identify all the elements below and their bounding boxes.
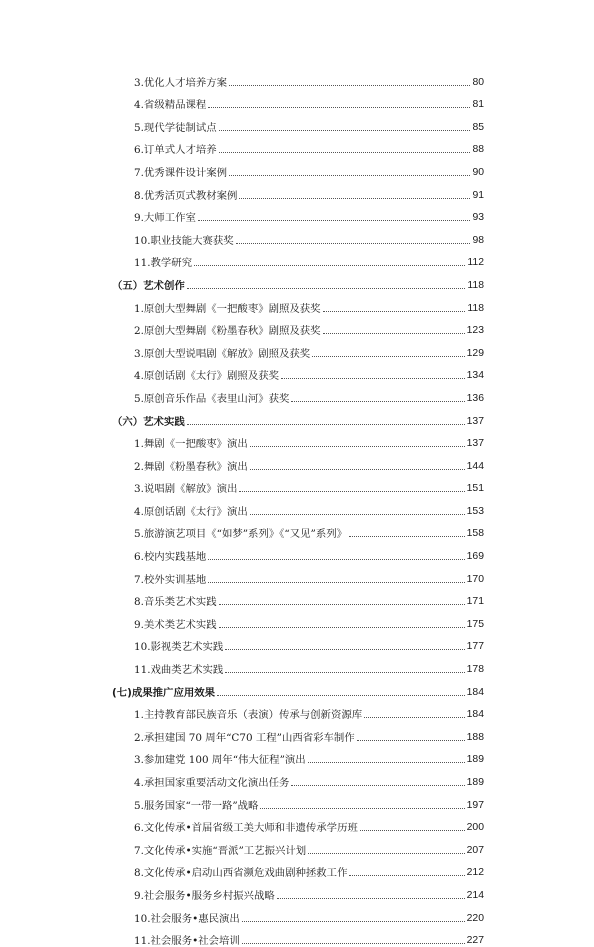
dot-leader — [239, 197, 470, 199]
toc-entry-title: 3.优化人才培养方案 — [134, 76, 228, 89]
toc-entry[interactable] — [112, 247, 484, 270]
toc-entry[interactable] — [112, 360, 484, 383]
toc-page-number: 153 — [466, 505, 484, 517]
toc-page-number: 175 — [466, 618, 484, 630]
dot-leader — [250, 445, 465, 447]
toc-entry[interactable] — [112, 586, 484, 609]
dot-leader — [242, 920, 465, 922]
toc-entry-title: 2.原创大型舞剧《粉墨春秋》剧照及获奖 — [134, 325, 321, 338]
dot-leader — [312, 355, 464, 357]
toc-entry[interactable] — [112, 766, 484, 789]
toc-entry-title: 5.现代学徒制试点 — [134, 121, 217, 134]
toc-entry-title: 8.文化传承•启动山西省濒危戏曲剧种拯救工作 — [134, 867, 348, 880]
dot-leader — [225, 671, 464, 673]
toc-entry-title: 5.原创音乐作品《表里山河》获奖 — [134, 392, 290, 405]
dot-leader — [225, 648, 464, 650]
dot-leader — [308, 852, 465, 854]
dot-leader — [217, 694, 465, 696]
toc-section-heading[interactable] — [112, 676, 484, 699]
toc-entry[interactable] — [112, 224, 484, 247]
toc-entry-title: 4.原创话剧《太行》演出 — [134, 505, 248, 518]
dot-leader — [198, 219, 471, 221]
toc-entry-title: 2.承担建国 70 周年“C70 工程”山西省彩车制作 — [134, 731, 355, 744]
dot-leader — [250, 468, 465, 470]
toc-entry-title: 9.大师工作室 — [134, 212, 196, 225]
toc-section-title: (七)成果推广应用效果 — [112, 686, 216, 699]
toc-page-number: 169 — [466, 551, 484, 563]
toc-entry[interactable] — [112, 563, 484, 586]
toc-page-number: 136 — [466, 392, 484, 404]
toc-page-number: 214 — [466, 889, 484, 901]
toc-entry-title: 4.省级精品课程 — [134, 99, 207, 112]
toc-entry[interactable] — [112, 902, 484, 925]
toc-page-number: 91 — [472, 189, 484, 201]
toc-entry[interactable] — [112, 721, 484, 744]
toc-entry[interactable] — [112, 653, 484, 676]
toc-entry-title: 8.优秀活页式教材案例 — [134, 189, 238, 202]
toc-entry[interactable] — [112, 879, 484, 902]
toc-entry[interactable] — [112, 66, 484, 89]
dot-leader — [260, 807, 464, 809]
toc-page-number: 220 — [466, 912, 484, 924]
toc-page-number: 137 — [466, 438, 484, 450]
toc-entry[interactable] — [112, 495, 484, 518]
toc-entry-title: 3.原创大型说唱剧《解放》剧照及获奖 — [134, 347, 311, 360]
toc-page-number: 189 — [466, 777, 484, 788]
toc-page-number: 81 — [472, 99, 484, 111]
toc-entry-title: 11.教学研究 — [134, 257, 193, 270]
toc-page-number: 189 — [466, 754, 484, 766]
toc-entry[interactable] — [112, 744, 484, 767]
dot-leader — [364, 716, 465, 718]
toc-page-number: 93 — [472, 212, 484, 224]
dot-leader — [219, 603, 465, 605]
dot-leader — [308, 761, 465, 763]
toc-entry-title: 6.订单式人才培养 — [134, 144, 217, 157]
toc-page-number: 184 — [466, 709, 484, 721]
toc-entry[interactable] — [112, 89, 484, 112]
dot-leader — [208, 558, 464, 560]
toc-page-number: 207 — [466, 844, 484, 856]
toc-page-number: 118 — [467, 302, 484, 314]
toc-page-number: 151 — [466, 483, 484, 495]
dot-leader — [349, 535, 465, 537]
toc-page-number: 212 — [466, 867, 484, 879]
toc-entry-title: 4.原创话剧《太行》剧照及获奖 — [134, 370, 279, 383]
toc-entry-title: 3.参加建党 100 周年“伟大征程”演出 — [134, 754, 306, 767]
dot-leader — [291, 400, 464, 402]
toc-page-number: 90 — [472, 166, 484, 178]
toc-entry-title: 9.美术类艺术实践 — [134, 618, 217, 631]
toc-page-number: 137 — [466, 415, 484, 427]
toc-entry-title: 8.音乐类艺术实践 — [134, 596, 217, 609]
dot-leader — [236, 242, 471, 244]
toc-entry-title: 1.原创大型舞剧《一把酸枣》剧照及获奖 — [134, 302, 321, 315]
toc-entry[interactable] — [112, 179, 484, 202]
toc-entry-title: 3.说唱剧《解放》演出 — [134, 483, 238, 496]
toc-entry-title: 11.戏曲类艺术实践 — [134, 664, 224, 677]
dot-leader — [242, 942, 465, 944]
toc-entry[interactable] — [112, 834, 484, 857]
toc-entry-title: 6.校内实践基地 — [134, 551, 207, 564]
toc-page-number: 129 — [466, 347, 484, 359]
toc-page-number: 144 — [466, 460, 484, 472]
toc-page-number: 184 — [466, 686, 484, 698]
toc-page-number: 200 — [466, 822, 484, 834]
toc-page-number: 112 — [467, 257, 484, 269]
toc-entry-title: 10.职业技能大赛获奖 — [134, 234, 234, 247]
toc-entry[interactable] — [112, 518, 484, 541]
toc-entry[interactable] — [112, 292, 484, 315]
toc-entry[interactable] — [112, 450, 484, 473]
toc-entry-title: 10.影视类艺术实践 — [134, 641, 224, 654]
toc-page-number: 177 — [466, 641, 484, 653]
toc-page-number: 123 — [466, 325, 484, 337]
toc-page-number: 88 — [472, 144, 484, 156]
toc-section-heading[interactable] — [112, 405, 484, 428]
toc-entry[interactable] — [112, 473, 484, 496]
dot-leader — [239, 490, 464, 492]
toc-entry-title: 10.社会服务•惠民演出 — [134, 912, 240, 925]
toc-entry[interactable] — [112, 382, 484, 405]
dot-leader — [219, 626, 465, 628]
toc-page-number: 118 — [467, 279, 484, 291]
table-of-contents — [112, 66, 484, 947]
toc-entry[interactable] — [112, 857, 484, 880]
toc-entry[interactable] — [112, 111, 484, 134]
dot-leader — [250, 513, 465, 515]
toc-entry[interactable] — [112, 134, 484, 157]
toc-entry[interactable] — [112, 315, 484, 338]
toc-entry-title: 2.舞剧《粉墨春秋》演出 — [134, 460, 248, 473]
dot-leader — [219, 129, 471, 131]
toc-page-number: 170 — [466, 573, 484, 585]
toc-section-title: （五）艺术创作 — [112, 279, 185, 292]
toc-entry-title: 7.校外实训基地 — [134, 573, 207, 586]
dot-leader — [208, 581, 464, 583]
toc-page-number: 197 — [466, 799, 484, 811]
toc-entry[interactable] — [112, 925, 484, 947]
toc-entry-title: 11.社会服务•社会培训 — [134, 935, 240, 947]
dot-leader — [277, 897, 465, 899]
toc-entry-title: 4.承担国家重要活动文化演出任务 — [134, 777, 290, 789]
toc-page-number: 80 — [472, 76, 484, 88]
toc-entry[interactable] — [112, 337, 484, 360]
dot-leader — [229, 174, 470, 176]
dot-leader — [360, 829, 465, 831]
dot-leader — [187, 287, 466, 289]
toc-entry-title: 5.服务国家“一带一路”战略 — [134, 799, 259, 812]
dot-leader — [349, 874, 464, 876]
toc-page-number: 188 — [466, 731, 484, 743]
dot-leader — [357, 739, 465, 741]
toc-entry[interactable] — [112, 812, 484, 835]
toc-page-number: 85 — [472, 121, 484, 133]
toc-entry[interactable] — [112, 156, 484, 179]
toc-entry-title: 7.文化传承•实施“晋派”工艺振兴计划 — [134, 844, 307, 857]
toc-page-number: 178 — [466, 664, 484, 676]
dot-leader — [291, 784, 464, 786]
dot-leader — [187, 423, 465, 425]
toc-entry-title: 1.舞剧《一把酸枣》演出 — [134, 438, 248, 451]
toc-entry-title: 6.文化传承•首届省级工美大师和非遗传承学历班 — [134, 822, 358, 835]
toc-entry[interactable] — [112, 631, 484, 654]
toc-page-number: 98 — [472, 234, 484, 246]
toc-section-title: （六）艺术实践 — [112, 415, 185, 428]
dot-leader — [229, 84, 470, 86]
toc-entry[interactable] — [112, 789, 484, 812]
toc-page-number: 158 — [466, 528, 484, 540]
dot-leader — [323, 332, 465, 334]
toc-entry-title: 7.优秀课件设计案例 — [134, 166, 228, 179]
toc-entry-title: 9.社会服务•服务乡村振兴战略 — [134, 889, 275, 902]
toc-page-number: 171 — [466, 596, 484, 608]
dot-leader — [323, 310, 466, 312]
toc-entry[interactable] — [112, 540, 484, 563]
toc-entry[interactable] — [112, 428, 484, 451]
dot-leader — [281, 377, 465, 379]
toc-entry[interactable] — [112, 699, 484, 722]
toc-entry[interactable] — [112, 608, 484, 631]
toc-entry-title: 5.旅游演艺项目《“如梦”系列》《“又见”系列》 — [134, 528, 347, 541]
toc-page-number: 227 — [466, 935, 484, 947]
toc-entry[interactable] — [112, 202, 484, 225]
dot-leader — [194, 264, 465, 266]
toc-section-heading[interactable] — [112, 269, 484, 292]
dot-leader — [208, 106, 470, 108]
dot-leader — [219, 151, 471, 153]
toc-page-number: 134 — [466, 370, 484, 382]
toc-entry-title: 1.主持教育部民族音乐（表演）传承与创新资源库 — [134, 709, 363, 722]
